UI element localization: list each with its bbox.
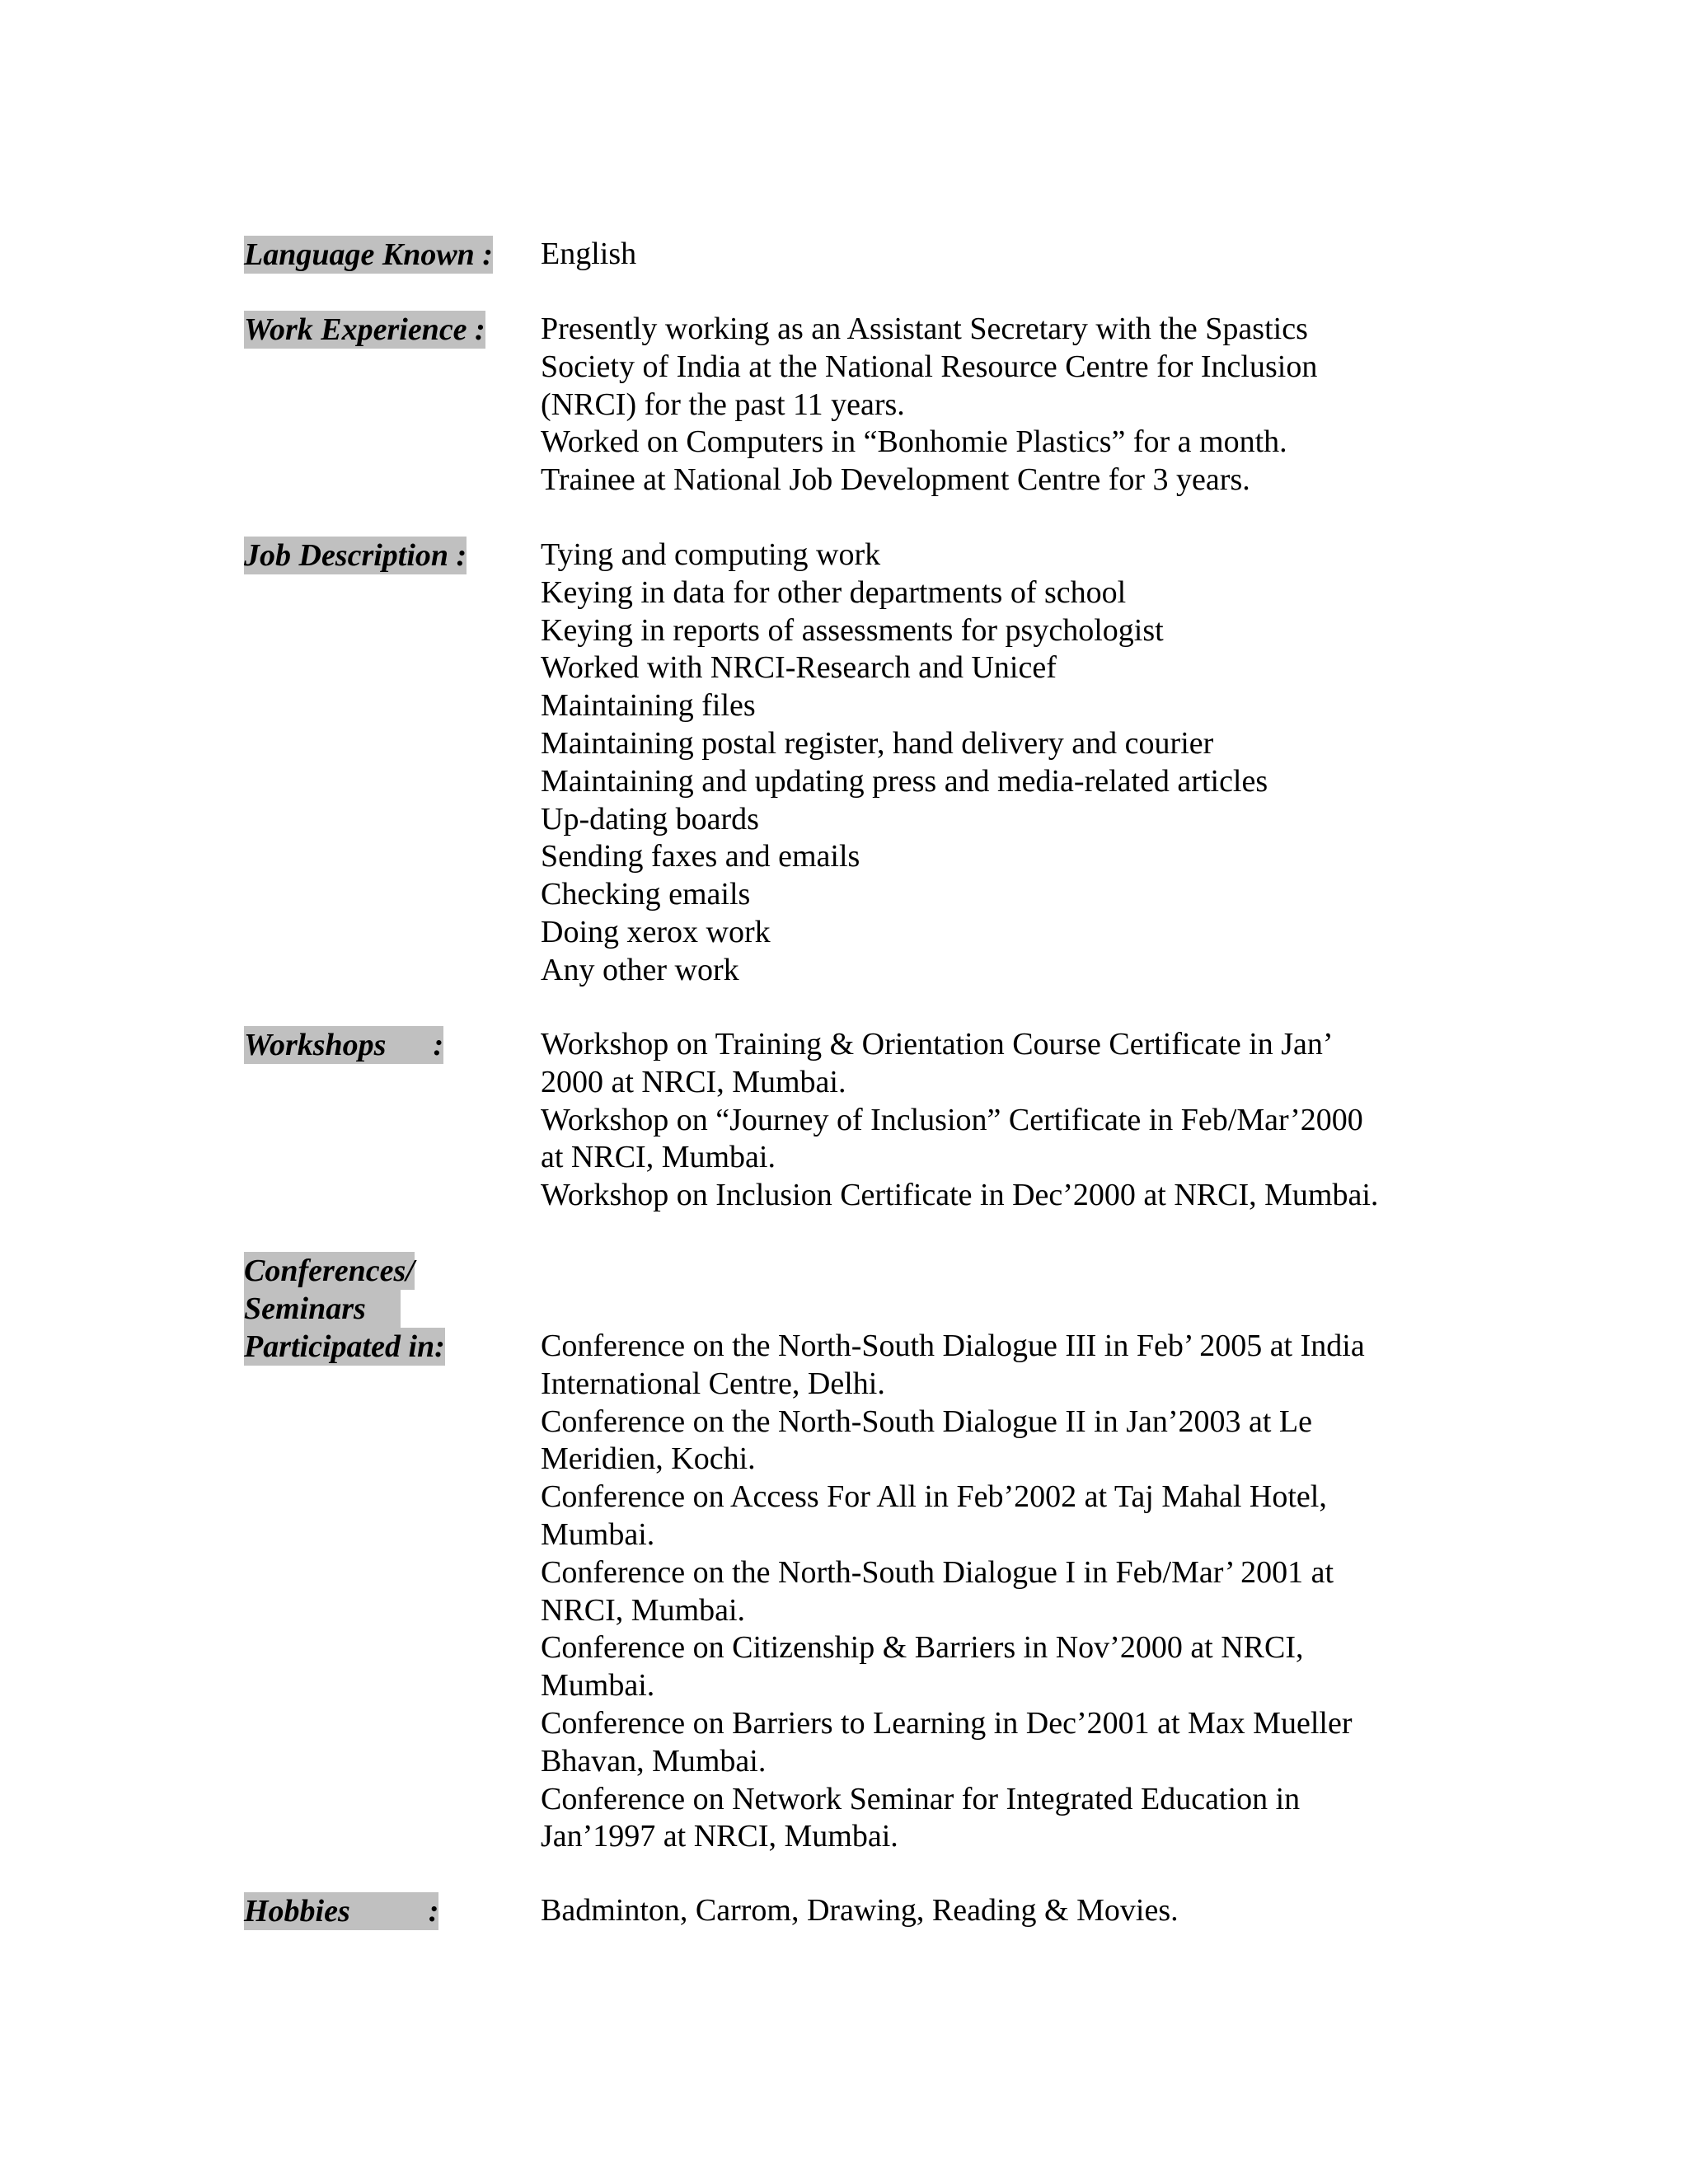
conference-line: Mumbai. [541,1668,655,1704]
job-description-item: Doing xerox work [541,914,771,949]
hobbies-value: Badminton, Carrom, Drawing, Reading & Movies. [541,1893,1179,1928]
job-description-item: Tying and computing work [541,537,881,572]
language-label: Language Known : [244,237,493,272]
job-description-item: Any other work [541,952,739,987]
conference-line: Conference on the North-South Dialogue III in Feb’ 2005 at India [541,1329,1365,1363]
work-experience-line: Presently working as an Assistant Secretary with the Spastics [541,312,1308,346]
hobbies-content [541,1892,1464,1930]
job-description-item: Worked with NRCI-Research and Unicef [541,650,1057,686]
work-experience-line: (NRCI) for the past 11 years. [541,387,905,422]
workshop-line: 2000 at NRCI, Mumbai. [541,1064,846,1099]
job-description-item: Maintaining files [541,688,756,724]
job-description-item: Up-dating boards [541,801,759,837]
job-description-item: Keying in data for other departments of school [541,574,1127,610]
work-experience-line: Society of India at the National Resource Centre for Inclusion [541,349,1318,384]
hobbies-label: Hobbies : [244,1894,439,1929]
conferences-label: Conferences/ Seminars Participated in: [244,1254,445,1364]
workshop-line: Workshop on “Journey of Inclusion” Certificate in Feb/Mar’2000 [541,1102,1363,1137]
job-description-item: Checking emails [541,877,751,912]
work-experience-content [541,311,1464,499]
conference-line: Mumbai. [541,1516,655,1552]
workshops-label: Workshops : [244,1028,444,1062]
conference-line: Conference on Network Seminar for Integrated Education in [541,1781,1301,1816]
conferences-content [541,1328,1464,1856]
job-description-content [541,537,1464,990]
workshop-line: Workshop on Training & Orientation Course Certificate in Jan’ [541,1027,1334,1062]
workshop-line: at NRCI, Mumbai. [541,1140,776,1175]
job-description-item: Sending faxes and emails [541,839,860,874]
conference-line: Conference on the North-South Dialogue I in Feb/Mar’ 2001 at [541,1554,1334,1590]
work-experience-line: Worked on Computers in “Bonhomie Plastics” for a month. [541,424,1287,460]
language-value: English [541,237,637,271]
workshop-line: Workshop on Inclusion Certificate in Dec’2000 at NRCI, Mumbai. [541,1178,1379,1213]
job-description-item: Maintaining postal register, hand delivery and courier [541,725,1214,761]
workshops-content [541,1026,1464,1215]
work-experience-label: Work Experience : [244,312,485,347]
language-content [541,236,1464,274]
conference-line: Jan’1997 at NRCI, Mumbai. [541,1819,898,1854]
conference-line: Bhavan, Mumbai. [541,1743,767,1779]
conference-line: International Centre, Delhi. [541,1366,885,1401]
conference-line: Conference on Barriers to Learning in Dec’2001 at Max Mueller [541,1705,1353,1741]
conference-line: Conference on Citizenship & Barriers in Nov’2000 at NRCI, [541,1630,1304,1666]
job-description-item: Keying in reports of assessments for psychologist [541,612,1164,648]
conference-line: NRCI, Mumbai. [541,1592,746,1628]
job-description-label: Job Description : [244,538,467,573]
work-experience-line: Trainee at National Job Development Centre for 3 years. [541,462,1250,498]
conference-line: Conference on the North-South Dialogue II in Jan’2003 at Le [541,1404,1313,1439]
job-description-item: Maintaining and updating press and media-related articles [541,763,1268,799]
conference-line: Meridien, Kochi. [541,1441,756,1477]
conference-line: Conference on Access For All in Feb’2002 at Taj Mahal Hotel, [541,1479,1327,1515]
